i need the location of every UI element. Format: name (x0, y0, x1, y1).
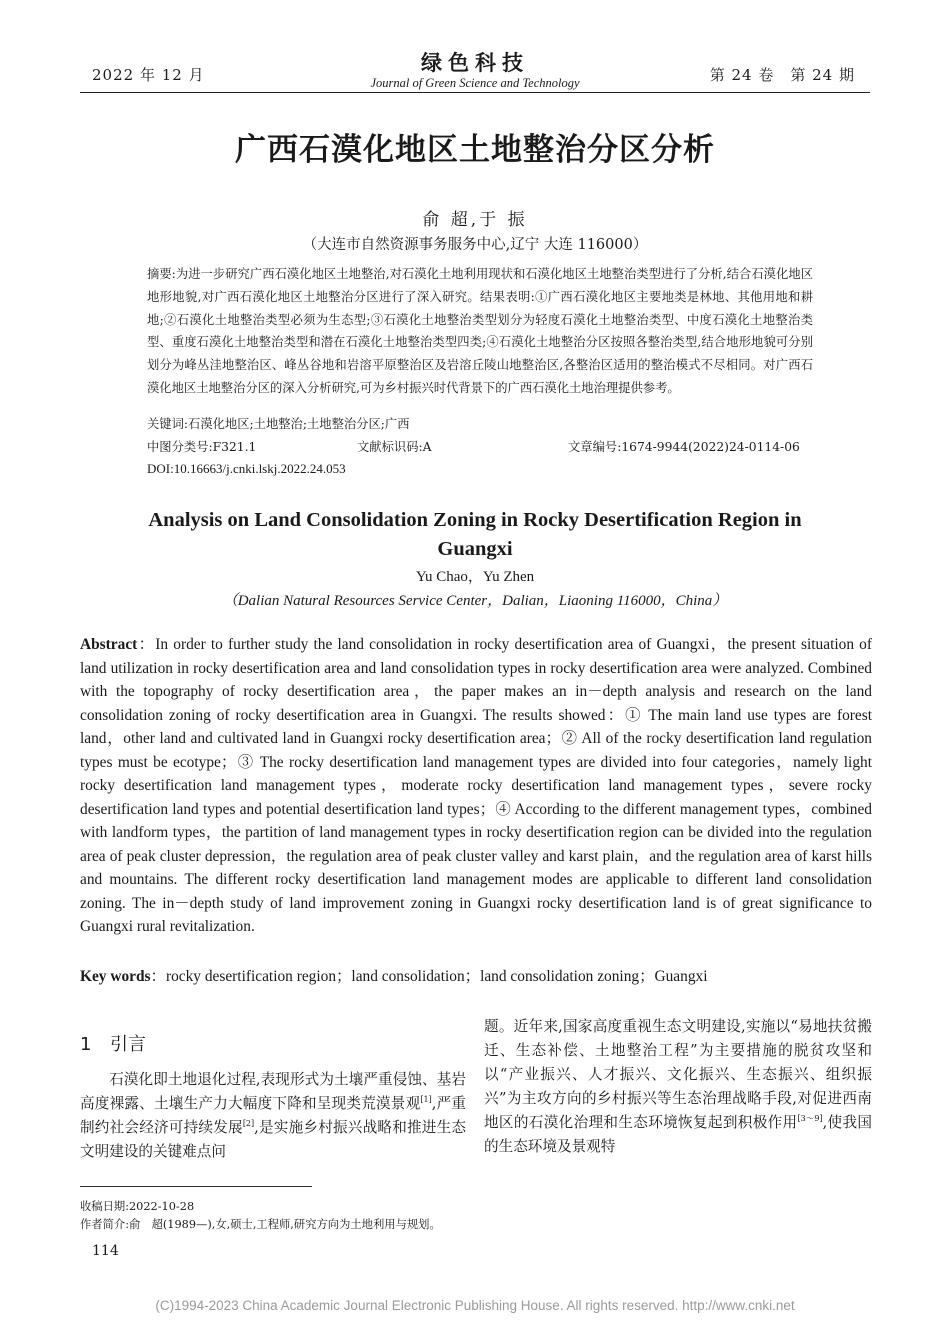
affiliation-cn: （大连市自然资源事务服务中心,辽宁 大连 116000） (302, 237, 648, 253)
footnote-received-date: 收稿日期:2022-10-28 (80, 1200, 195, 1213)
section-heading (80, 1030, 146, 1056)
section-title: 引言 (110, 1034, 146, 1055)
header-divider (80, 92, 870, 93)
affiliation-en: （Dalian Natural Resources Service Center，Dalian，Liaoning 116000，China） (222, 593, 728, 609)
body-text: 题。近年来,国家高度重视生态文明建设,实施以“易地扶贫搬迁、生态补偿、土地整治工程”为主要措施的脱贫攻坚和以“产业振兴、人才振兴、文化振兴、生态振兴、组织振兴”为主攻方向的乡村振兴等生态治理战略手段,对促进西南地区的石漠化治理和生态环境恢复起到积极作用 (484, 1018, 872, 1131)
section-number: 1 (80, 1034, 92, 1055)
clc-number: 中图分类号:F321.1 (147, 440, 257, 454)
keywords-cn: 关键词:石漠化地区;土地整治;土地整治分区;广西 (147, 417, 410, 431)
authors-cn: 俞 超,于 振 (422, 210, 528, 230)
classification-row (147, 437, 807, 457)
citation: [1] (420, 1095, 432, 1104)
header-date: 2022 年 12 月 (92, 66, 205, 84)
keywords-en (80, 966, 872, 988)
journal-masthead (300, 50, 650, 90)
doi: DOI:10.16663/j.cnki.lskj.2022.24.053 (147, 461, 346, 476)
article-title-en: Analysis on Land Consolidation Zoning in Rocky Desertification Region in Guangxi (148, 509, 802, 560)
authors-en: Yu Chao，Yu Zhen (415, 569, 535, 585)
footnote-author-bio: 作者简介:俞 超(1989—),女,硕士,工程师,研究方向为土地利用与规划。 (80, 1218, 441, 1231)
body-text: ,使我国的生态环境及景观特 (484, 1114, 872, 1155)
abstract-en-text: ：In order to further study the land consolidation in rocky desertification area of Guangxi，the present situation of land utilization in rocky desertification area and land consolidation types in rocky desertification area were analyzed. Combined with the topography of rocky desertification area，the paper makes an in－depth analysis and research on the land consolidation zoning of rocky desertification area in Guangxi. The results showed：① The main land use types are forest land，other land and cultivated land in Guangxi rocky desertification area；② All of the rocky desertification land regulation types must be ecotype；③ The rocky desertification land management types are divided into four categories，namely light rocky desertification land management types，moderate rocky desertification land management types，severe rocky desertification land types and potential desertification land types；④ According to the different management types，combined with landform types，the partition of land management types in rocky desertification region can be divided into the regulation area of peak cluster depression，the regulation area of peak cluster valley and karst plain，and the regulation area of karst hills and mountains. The different rocky desertification land management modes are applicable to different land consolidation zoning. The in－depth study of land improvement zoning in Guangxi rocky desertification land is of great significance to Guangxi rural revitalization. (80, 636, 872, 935)
citation: [2] (242, 1119, 255, 1128)
copyright-watermark: (C)1994-2023 China Academic Journal Electronic Publishing House. All rights reserved. http://www.cnki.net (155, 1298, 795, 1313)
article-title-cn: 广西石漠化地区土地整治分区分析 (235, 132, 715, 168)
document-code: 文献标识码:A (357, 440, 432, 454)
body-text: 石漠化即土地退化过程,表现形式为土壤严重侵蚀、基岩高度裸露、土壤生产力大幅度下降和呈现类荒漠景观 (80, 1071, 466, 1112)
abstract-cn: 摘要:为进一步研究广西石漠化地区土地整治,对石漠化土地利用现状和石漠化地区土地整治类型进行了分析,结合石漠化地区地形地貌,对广西石漠化地区土地整治分区进行了深入研究。结果表明:①广西石漠化地区主要地类是林地、其他用地和耕地;②石漠化土地整治类型必须为生态型;③石漠化土地整治类型划分为轻度石漠化土地整治类型、中度石漠化土地整治类型、重度石漠化土地整治类型和潜在石漠化土地整治类型四类;④石漠化土地整治分区按照各整治类型,结合地形地貌可分别划分为峰丛洼地整治区、峰丛谷地和岩溶平原整治区及岩溶丘陵山地整治区,各整治区适用的整治模式不尽相同。对广西石漠化地区土地整治分区的深入分析研究,可为乡村振兴时代背景下的广西石漠化土地治理提供参考。 (147, 267, 813, 395)
footnote-divider (80, 1186, 312, 1187)
journal-name-cn: 绿色科技 (421, 50, 529, 75)
citation: [3～9] (797, 1114, 823, 1123)
abstract-en-label: Abstract (80, 636, 138, 653)
header-issue: 第 24 卷 第 24 期 (709, 66, 855, 84)
body-text: ,严重制约社会经济可持续发展 (80, 1095, 466, 1136)
body-text: ,是实施乡村振兴战略和推进生态文明建设的关键难点问 (80, 1119, 466, 1160)
abstract-en (80, 633, 872, 939)
journal-name-en: Journal of Green Science and Technology (370, 76, 580, 90)
keywords-en-label: Key words (80, 968, 151, 985)
keywords-en-text: ：rocky desertification region；land consolidation；land consolidation zoning；Guangxi (150, 968, 708, 985)
body-left-column (80, 1068, 466, 1164)
page-number: 114 (92, 1243, 119, 1259)
body-right-column (484, 1015, 872, 1159)
article-number: 文章编号:1674-9944(2022)24-0114-06 (568, 440, 800, 454)
